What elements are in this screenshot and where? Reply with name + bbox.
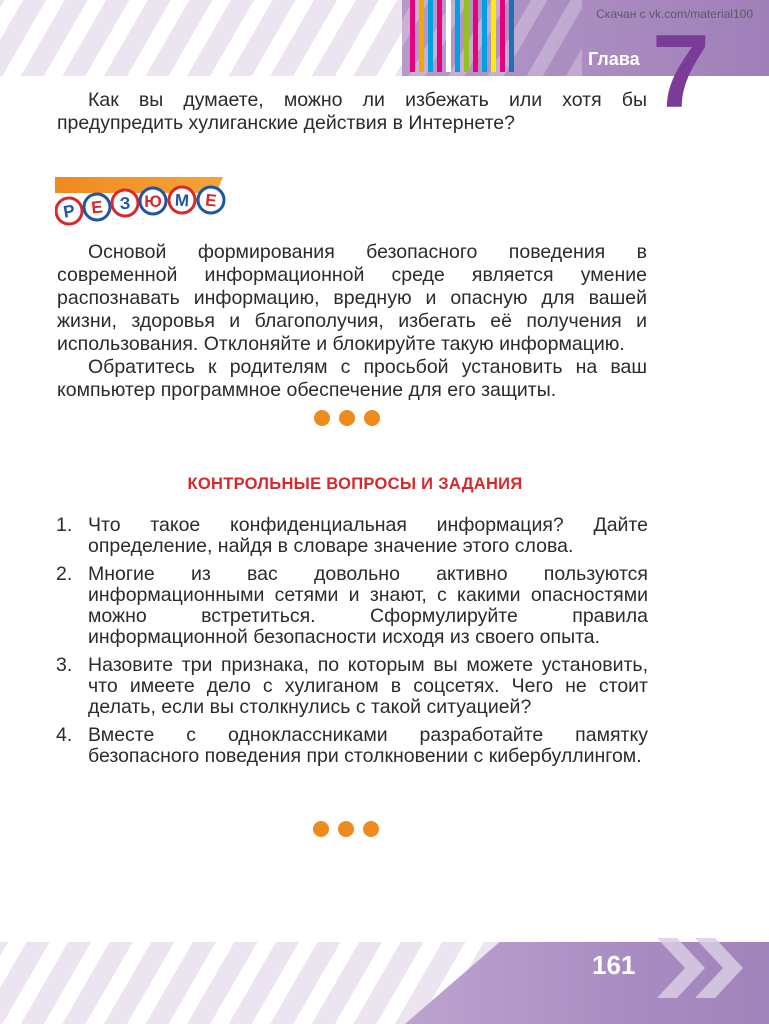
- color-bar: [410, 0, 415, 72]
- section-title: КОНТРОЛЬНЫЕ ВОПРОСЫ И ЗАДАНИЯ: [187, 475, 523, 493]
- summary-text: [57, 241, 647, 402]
- svg-text:З: З: [119, 193, 131, 214]
- question-item: [56, 515, 648, 558]
- resume-letter: [140, 188, 166, 214]
- dot-icon: [339, 410, 355, 426]
- color-bar: [446, 0, 451, 72]
- dot-icon: [338, 821, 354, 837]
- color-bar: [500, 0, 505, 72]
- svg-text:Р: Р: [61, 201, 77, 222]
- dot-icon: [314, 410, 330, 426]
- question-text: Многие из вас довольно активно пользуются информационными сетями и знают, с какими опасностями можно встретиться. Сформулируйте правила информационной безопасности исходя из своего опыта.: [88, 562, 648, 649]
- color-bar: [419, 0, 424, 72]
- question-text: Назовите три признака, по которым вы можете установить, что имеете дело с хулиганом в соцсетях. Чего не стоит делать, если вы столкнулись с такой ситуацией?: [88, 653, 648, 719]
- page-number: 161: [592, 950, 636, 980]
- dot-icon: [363, 821, 379, 837]
- svg-text:Ю: Ю: [144, 192, 162, 211]
- question-number: 4.: [56, 723, 73, 746]
- dots-divider: [313, 821, 379, 837]
- question-item: [56, 655, 648, 719]
- question-number: 2.: [56, 562, 73, 585]
- question-item: [56, 564, 648, 649]
- color-bar: [464, 0, 469, 72]
- color-bar: [455, 0, 460, 72]
- color-bar: [437, 0, 442, 72]
- color-bar: [482, 0, 487, 72]
- watermark-text: Скачан с vk.com/material100: [596, 7, 753, 21]
- question-text: Вместе с одноклассниками разработайте памятку безопасного поведения при столкновении с кибербуллингом.: [88, 723, 648, 767]
- dot-icon: [313, 821, 329, 837]
- questions-list: [56, 515, 648, 773]
- question-number: 3.: [56, 653, 73, 676]
- svg-text:М: М: [174, 190, 190, 211]
- intro-question-text: Как вы думаете, можно ли избежать или хотя бы предупредить хулиганские действия в Интернете?: [57, 89, 647, 134]
- resume-badge: [55, 181, 245, 227]
- header-color-bars: [410, 0, 514, 72]
- dot-icon: [364, 410, 380, 426]
- color-bar: [473, 0, 478, 72]
- resume-letter: [197, 186, 226, 215]
- resume-letter: [83, 193, 112, 222]
- resume-letter: [168, 186, 195, 213]
- intro-question: [57, 89, 647, 135]
- question-item: [56, 725, 648, 768]
- summary-paragraph: Основой формирования безопасного поведения в современной информационной среде является умение распознавать информацию, вредную и опасную для вашей жизни, здоровья и благополучия, избегать её получения и использования. Отклоняйте и блокируйте такую информацию.: [57, 241, 647, 355]
- resume-letter: [55, 196, 84, 226]
- question-text: Что такое конфиденциальная информация? Дайте определение, найдя в словаре значение этого слова.: [88, 514, 648, 558]
- chapter-number: 7: [652, 14, 708, 130]
- color-bar: [509, 0, 514, 72]
- summary-paragraph: Обратитесь к родителям с просьбой установить на ваш компьютер программное обеспечение для его защиты.: [57, 356, 647, 401]
- dots-divider: [314, 410, 380, 426]
- svg-text:Е: Е: [90, 197, 104, 218]
- color-bar: [491, 0, 496, 72]
- resume-letter: [111, 189, 138, 216]
- color-bar: [428, 0, 433, 72]
- next-chevrons-icon: [655, 930, 755, 1000]
- chapter-label: Глава: [588, 49, 640, 69]
- svg-text:Е: Е: [204, 190, 218, 211]
- question-number: 1.: [56, 514, 73, 536]
